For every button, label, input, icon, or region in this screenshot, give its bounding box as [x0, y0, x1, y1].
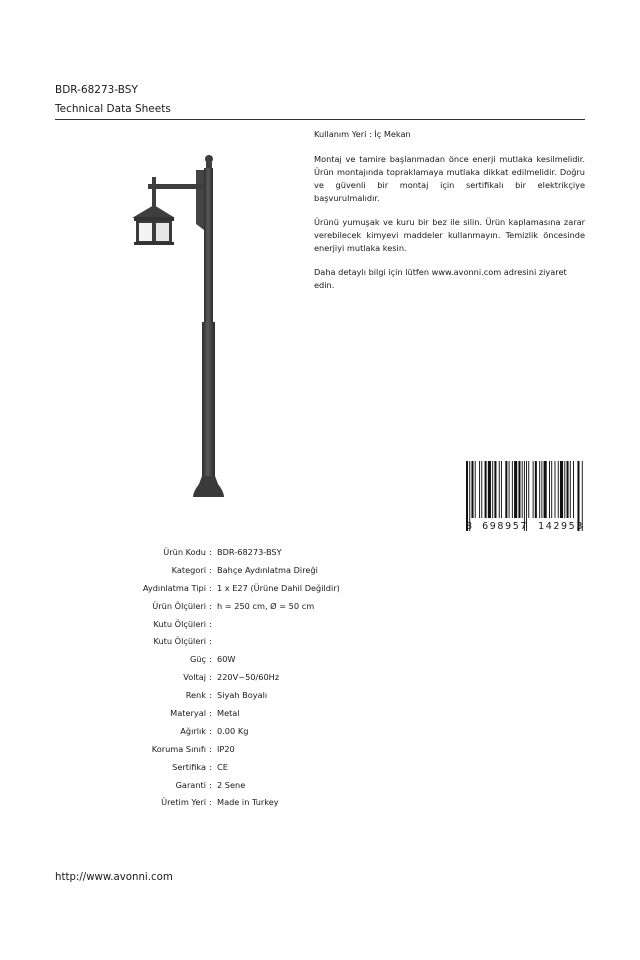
barcode-bar — [549, 461, 550, 518]
safety-warning: Montaj ve tamire başlanmadan önce enerji mutlaka kesilmelidir. Ürün montajında topraklamaya mutlaka dikkat edilmelidir. Doğru ve güvenli bir montaj için sertifikalı bir elektrikçiye başvurulmalıdır. — [314, 154, 585, 203]
header-divider — [55, 119, 585, 120]
barcode-bar — [535, 461, 537, 518]
barcode-bar — [539, 461, 540, 518]
barcode-bar — [533, 461, 534, 518]
document-subtitle: Technical Data Sheets — [55, 103, 171, 115]
spec-row — [100, 597, 400, 615]
barcode-digits-left: 698957 — [482, 520, 529, 532]
lantern-roof — [132, 205, 175, 218]
spec-label: Garanti — [175, 779, 206, 790]
barcode-number — [466, 519, 584, 533]
lantern-glass-right — [156, 223, 169, 241]
spec-separator: : — [209, 564, 212, 575]
spec-separator: : — [209, 618, 212, 629]
spec-value: h = 250 cm, Ø = 50 cm — [217, 600, 315, 611]
barcode-bar — [481, 461, 482, 518]
spec-value: CE — [217, 761, 228, 772]
spec-separator: : — [209, 725, 212, 736]
barcode-digits-right: 142953 — [538, 520, 584, 532]
barcode-bar — [499, 461, 500, 518]
spec-label: Koruma Sınıfı — [151, 743, 206, 754]
spec-row — [100, 668, 400, 686]
spec-separator: : — [209, 761, 212, 772]
barcode-bar — [528, 461, 529, 518]
spec-separator: : — [209, 654, 212, 665]
spec-separator: : — [209, 743, 212, 754]
more-info-text: Daha detaylı bilgi için lütfen www.avonni.com adresini ziyaret edin. — [314, 267, 567, 290]
usage-location: Kullanım Yeri : İç Mekan — [314, 129, 411, 139]
barcode-bar — [558, 461, 559, 518]
product-code: BDR-68273-BSY — [55, 84, 138, 96]
spec-value: 2 Sene — [217, 779, 246, 790]
barcode-bar — [555, 461, 556, 518]
barcode-bar — [501, 461, 502, 518]
barcode-bar — [479, 461, 480, 518]
care-instructions: Ürünü yumuşak ve kuru bir bez ile silin. Ürün kaplamasına zarar verebilecek kimyevi maddeler kullanmayın. Temizlik öncesinde enerjiyi mutlaka kesin. — [314, 217, 585, 253]
spec-label: Sertifika — [172, 761, 206, 772]
spec-row — [100, 686, 400, 704]
spec-label: Aydınlatma Tipi — [142, 582, 206, 593]
spec-separator: : — [209, 707, 212, 718]
spec-value: BDR-68273-BSY — [217, 546, 282, 557]
barcode-bar — [514, 461, 517, 518]
spec-row — [100, 776, 400, 794]
barcode-bar — [518, 461, 520, 518]
spec-value: Siyah Boyalı — [217, 690, 268, 701]
barcode-bar — [560, 461, 563, 518]
info-panel — [314, 128, 585, 292]
spec-separator: : — [209, 636, 212, 647]
product-image-garden-lamp-post — [130, 150, 240, 505]
spec-label: Üretim Yeri — [161, 797, 206, 808]
spec-label: Kategori — [171, 564, 206, 575]
spec-row — [100, 793, 400, 811]
barcode-bar — [475, 461, 476, 518]
spec-value: Made in Turkey — [217, 797, 279, 808]
spec-value: 60W — [217, 654, 236, 665]
spec-row — [100, 543, 400, 561]
spec-separator: : — [209, 690, 212, 701]
spec-row — [100, 561, 400, 579]
barcode-bar — [509, 461, 510, 518]
pole-base — [193, 476, 224, 497]
spec-label: Renk — [185, 690, 206, 701]
barcode-bar — [492, 461, 493, 518]
spec-value: 1 x E27 (Ürüne Dahil Değildir) — [217, 582, 340, 593]
spec-label: Ürün Kodu — [163, 546, 206, 557]
upper-pole — [204, 168, 213, 323]
pole-finial — [205, 155, 213, 163]
spec-label: Voltaj — [183, 672, 206, 683]
spec-label: Kutu Ölçüleri — [153, 618, 206, 629]
spec-row — [100, 632, 400, 650]
specification-table — [100, 543, 400, 811]
spec-row — [100, 615, 400, 633]
spec-separator: : — [209, 797, 212, 808]
barcode-bar — [485, 461, 487, 518]
spec-value: Metal — [217, 707, 240, 718]
barcode-bar — [564, 461, 565, 518]
spec-separator: : — [209, 600, 212, 611]
spec-label: Materyal — [170, 707, 206, 718]
barcode-bar — [570, 461, 571, 518]
spec-row — [100, 740, 400, 758]
spec-row — [100, 650, 400, 668]
spec-value: IP20 — [217, 743, 235, 754]
lantern-glass-left — [139, 223, 152, 241]
spec-label: Güç — [189, 654, 206, 665]
barcode-bar — [522, 461, 523, 518]
barcode-bar — [512, 461, 513, 518]
spec-row — [100, 722, 400, 740]
spec-label: Kutu Ölçüleri — [153, 636, 206, 647]
spec-label: Ürün Ölçüleri — [152, 600, 206, 611]
barcode-digits-prefix: 8 — [466, 520, 473, 532]
spec-value: 0.00 Kg — [217, 725, 249, 736]
spec-row — [100, 758, 400, 776]
spec-label: Ağırlık — [180, 725, 206, 736]
lamp-arm — [148, 184, 206, 189]
barcode-bar — [505, 461, 507, 518]
spec-separator: : — [209, 546, 212, 557]
barcode-bar — [551, 461, 552, 518]
barcode-bar — [494, 461, 496, 518]
footer-website-link[interactable]: http://www.avonni.com — [55, 872, 173, 883]
spec-separator: : — [209, 779, 212, 790]
barcode-bar — [488, 461, 491, 518]
spec-value: 220V~50/60Hz — [217, 672, 280, 683]
barcode-bar — [544, 461, 547, 518]
barcode-bar — [471, 461, 473, 518]
barcode-bar — [541, 461, 542, 518]
spec-value: Bahçe Aydınlatma Direği — [217, 564, 318, 575]
barcode-bar — [567, 461, 569, 518]
spec-row — [100, 704, 400, 722]
lower-pole — [202, 322, 215, 478]
spec-row — [100, 579, 400, 597]
barcode-bar — [573, 461, 574, 518]
spec-separator: : — [209, 582, 212, 593]
spec-separator: : — [209, 672, 212, 683]
